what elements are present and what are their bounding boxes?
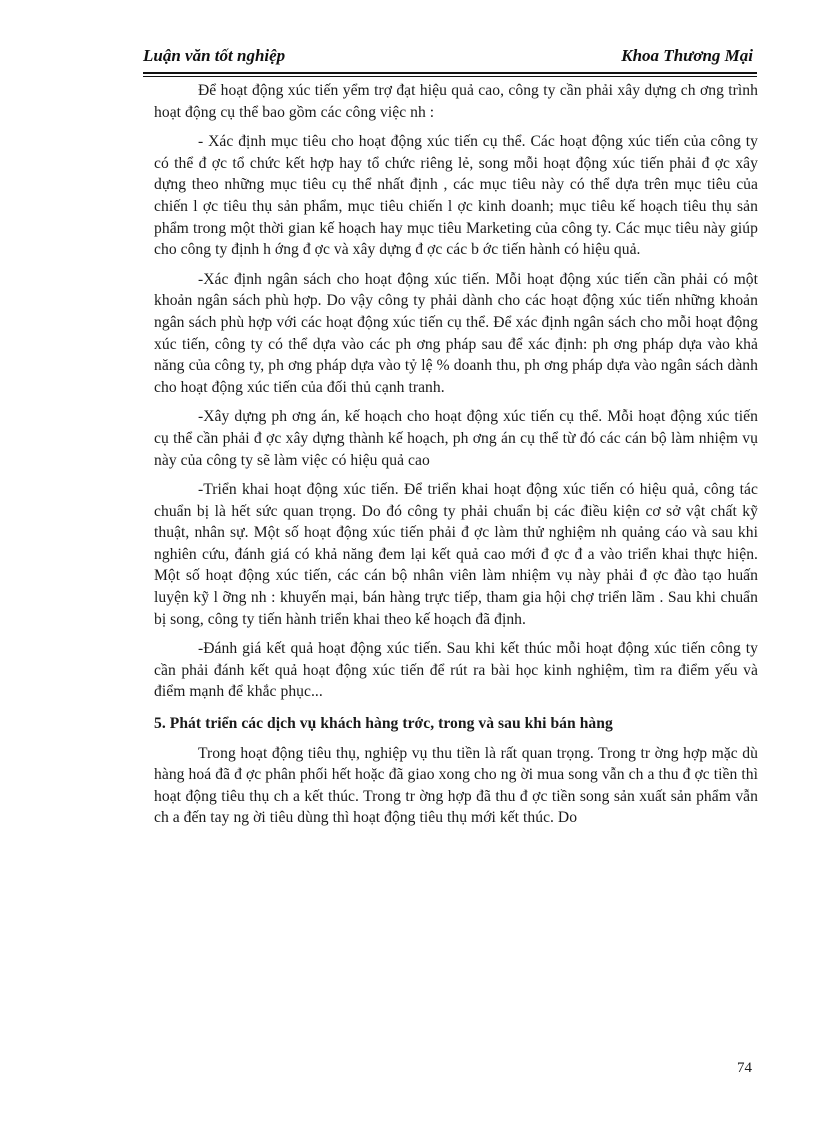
- page-header: [143, 46, 757, 68]
- paragraph-budget: -Xác định ngân sách cho hoạt động xúc tiến. Mỗi hoạt động xúc tiến cần phải có một khoản ngân sách phù hợp. Do vậy công ty phải dành cho các hoạt động xúc tiến những khoản ngân sách phù hợp với các hoạt động xúc tiến cụ thể. Để xác định ngân sách cho mỗi hoạt động xúc tiến, công ty có thể dựa vào các ph ơng pháp sau để xác định: ph ơng pháp dựa vào khả năng của công ty, ph ơng pháp dựa vào tỷ lệ % doanh thu, ph ơng pháp dựa vào ngân sách dành cho hoạt động xúc tiến của đối thủ cạnh tranh.: [154, 270, 758, 396]
- paragraph-objectives: - Xác định mục tiêu cho hoạt động xúc tiến cụ thể. Các hoạt động xúc tiến của công ty có thể đ ợc tổ chức kết hợp hay tổ chức riêng lẻ, song mỗi hoạt động xúc tiến phải đ ợc xây dựng theo những mục tiêu cụ thể nhất định , các mục tiêu này có thể dựa trên mục tiêu của chiến l ợc tiêu thụ sản phẩm, mục tiêu chiến l ợc kinh doanh; mục tiêu kế hoạch tiêu thụ sản phẩm trong một thời gian kế hoạch hay mục tiêu Marketing của công ty. Các mục tiêu này giúp cho công ty định h ớng đ ợc và xây dựng đ ợc các b ớc tiến hành có hiệu quả.: [154, 133, 758, 259]
- header-thesis-title: Luận văn tốt nghiệp: [143, 46, 286, 65]
- paragraph-implementation: -Triển khai hoạt động xúc tiến. Để triển khai hoạt động xúc tiến có hiệu quả, công tác chuẩn bị là hết sức quan trọng. Do đó công ty phải chuẩn bị các điều kiện cơ sở vật chất kỹ thuật, nhân sự. Một số hoạt động xúc tiến phải đ ợc làm thử nghiệm nh quảng cáo và sau khi nghiên cứu, đánh giá có khả năng đem lại kết quả cao mới đ ợc đ a vào triển khai thực hiện. Một số hoạt động xúc tiến, các cán bộ nhân viên làm nhiệm vụ này phải đ ợc đào tạo huấn luyện kỹ l ỡng nh : khuyến mại, bán hàng trực tiếp, tham gia hội chợ triển lãm . Sau khi chuẩn bị song, công ty tiến hành triển khai theo kế hoạch đã định.: [154, 481, 758, 628]
- section-heading: 5. Phát triển các dịch vụ khách hàng trớc, trong và sau khi bán hàng: [154, 715, 613, 733]
- header-rule-thick: [143, 72, 757, 74]
- paragraph-evaluation: -Đánh giá kết quả hoạt động xúc tiến. Sau khi kết thúc mỗi hoạt động xúc tiến công ty cần phải đánh kết quả hoạt động xúc tiến để rút ra bài học kinh nghiệm, tìm ra điểm yếu và điểm mạnh để khắc phục...: [154, 640, 758, 701]
- paragraph-planning: -Xây dựng ph ơng án, kế hoạch cho hoạt động xúc tiến cụ thể. Mỗi hoạt động xúc tiến cụ thể cần phải đ ợc xây dựng thành kế hoạch, ph ơng án cụ thể từ đó các cán bộ làm nhiệm vụ này của công ty sẽ làm việc có hiệu quả cao: [154, 408, 758, 469]
- body-text: [154, 80, 758, 837]
- header-rule-thin: [143, 76, 757, 77]
- paragraph-closing: Trong hoạt động tiêu thụ, nghiệp vụ thu tiền là rất quan trọng. Trong tr ờng hợp mặc dù hàng hoá đã đ ợc phân phối hết hoặc đã giao xong cho ng ời mua song vẫn ch a thu đ ợc tiền thì hoạt động tiêu thụ ch a kết thúc. Trong tr ờng hợp đã thu đ ợc tiền song sản xuất sản phẩm vẫn ch a đến tay ng ời tiêu dùng thì hoạt động tiêu thụ mới kết thúc. Do: [154, 744, 758, 827]
- paragraph-intro: Để hoạt động xúc tiến yểm trợ đạt hiệu quả cao, công ty cần phải xây dựng ch ơng trình hoạt động cụ thể bao gồm các công việc nh :: [154, 82, 758, 121]
- header-faculty-name: Khoa Thương Mại: [621, 46, 753, 65]
- page-number: 74: [737, 1060, 752, 1076]
